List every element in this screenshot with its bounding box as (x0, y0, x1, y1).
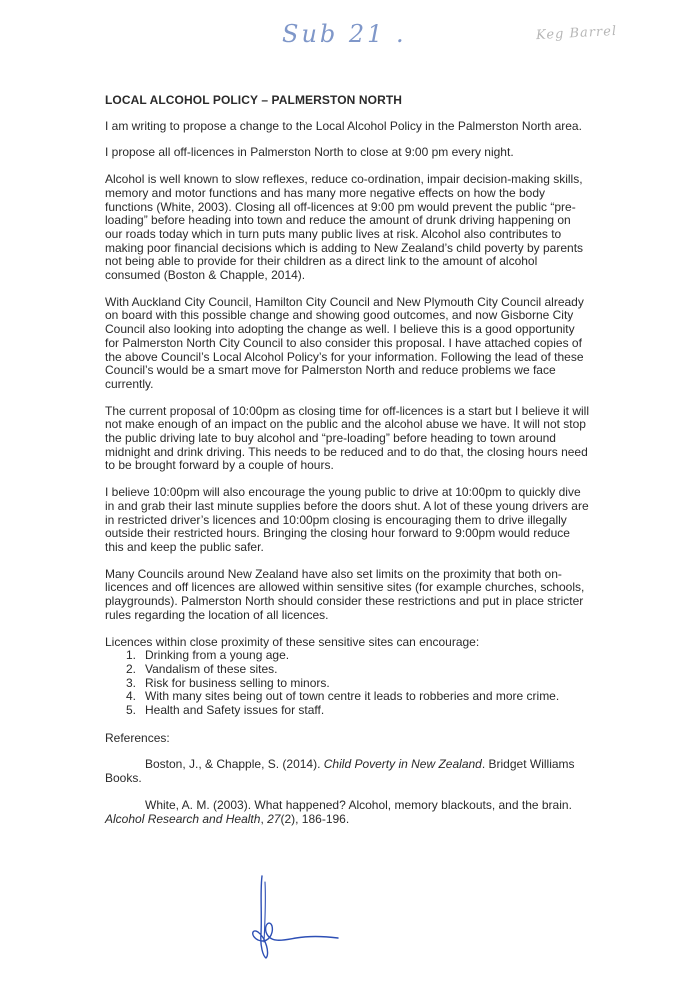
list-text: Risk for business selling to minors. (145, 675, 330, 690)
paragraph-young-drivers: I believe 10:00pm will also encourage the young public to drive at 10:00pm to quickly dive in and grab their last minute supplies before the doors shut. A lot of these young drivers are in restricted driver’s licences and 10:00pm closing is encouraging them to drive illegally outside their restricted hours. Bringing the closing hour forward to 9:00pm would reduce this and keep the public safer. (105, 485, 589, 554)
list-item (105, 649, 591, 663)
reference-text: Boston, J., & Chapple, S. (2014). (145, 757, 324, 772)
letter-title: LOCAL ALCOHOL POLICY – PALMERSTON NORTH (105, 93, 403, 107)
list-text: Vandalism of these sites. (145, 661, 278, 676)
paragraph-intro: I am writing to propose a change to the Local Alcohol Policy in the Palmerston North area. (105, 118, 582, 133)
paragraph-current-proposal: The current proposal of 10:00pm as closing time for off-licences is a start but I believe it will not make enough of an impact on the public and the alcohol abuse we have. It will not stop the public driving late to buy alcohol and “pre-loading” before heading to town around midnight and drink driving. This needs to be reduced and to do that, the closing hours need to be brought forward by a couple of hours. (105, 403, 590, 473)
list-number: 4. (126, 689, 137, 704)
list-number: 2. (126, 661, 137, 676)
list-text: With many sites being out of town centre it leads to robberies and more crime. (145, 689, 560, 704)
reference-text: (2), 186-196. (280, 811, 350, 826)
paragraph-proposal: I propose all off-licences in Palmerston North to close at 9:00 pm every night. (105, 145, 514, 160)
paragraph-effects: Alcohol is well known to slow reflexes, reduce co-ordination, impair decision-making skills, memory and motor functions and has many more negative effects on how the body functions (White, 2003). Closing all off-licences at 9:00 pm would prevent the public “pre-loading” before heading into town and reduce the amount of drunk driving happening on our roads today which in turn puts many public lives at risk. Alcohol also contributes to making poor financial decisions which is adding to New Zealand’s child poverty by parents not being able to provide for their children as a direct link to the amount of alcohol consumed (Boston & Chapple, 2014). (105, 172, 584, 283)
paragraph-sensitive-sites: Many Councils around New Zealand have also set limits on the proximity that both on-licences and off licences are allowed within sensitive sites (for example churches, schools, playgrounds). Palmerston North should consider these restrictions and put in place stricter rules regarding the location of all licences. (105, 566, 585, 622)
letter-body (105, 94, 591, 839)
list-number: 3. (126, 675, 137, 690)
reference-volume: 27 (267, 811, 281, 826)
list-text: Health and Safety issues for staff. (145, 703, 325, 718)
list-item (105, 677, 591, 691)
list-number: 1. (126, 648, 137, 663)
handwritten-signature (244, 872, 344, 962)
references-heading: References: (105, 730, 170, 745)
reference-boston (105, 758, 591, 785)
submission-number-note: Sub 21 . (282, 20, 407, 48)
handwritten-annotations (0, 0, 694, 80)
paragraph-councils: With Auckland City Council, Hamilton City Council and New Plymouth City Council already on board with this possible change and showing good outcomes, and now Gisborne City Council also looking into adopting the change as well. I believe this is a good opportunity for Palmerston North City Council to also consider this proposal. I have attached copies of the above Council’s Local Alcohol Policy’s for your information. Following the lead of these Council’s would be a smart move for Palmerston North and reduce problems we face currently. (105, 294, 584, 391)
reference-journal: Alcohol Research and Health (105, 811, 261, 826)
list-item (105, 690, 591, 704)
list-intro: Licences within close proximity of these sensitive sites can encourage: (105, 634, 480, 649)
reference-title: Child Poverty in New Zealand (323, 757, 482, 772)
reference-white (105, 799, 591, 826)
organisation-note: Keg Barrel (535, 23, 618, 44)
list-item (105, 663, 591, 677)
concerns-list (105, 649, 591, 718)
reference-text: White, A. M. (2003). What happened? Alcohol, memory blackouts, and the brain. (145, 797, 572, 812)
list-item (105, 704, 591, 718)
list-number: 5. (126, 703, 137, 718)
list-text: Drinking from a young age. (145, 648, 290, 663)
reference-text: , (260, 811, 268, 826)
reference-text: . Bridget Williams Books. (105, 757, 575, 786)
